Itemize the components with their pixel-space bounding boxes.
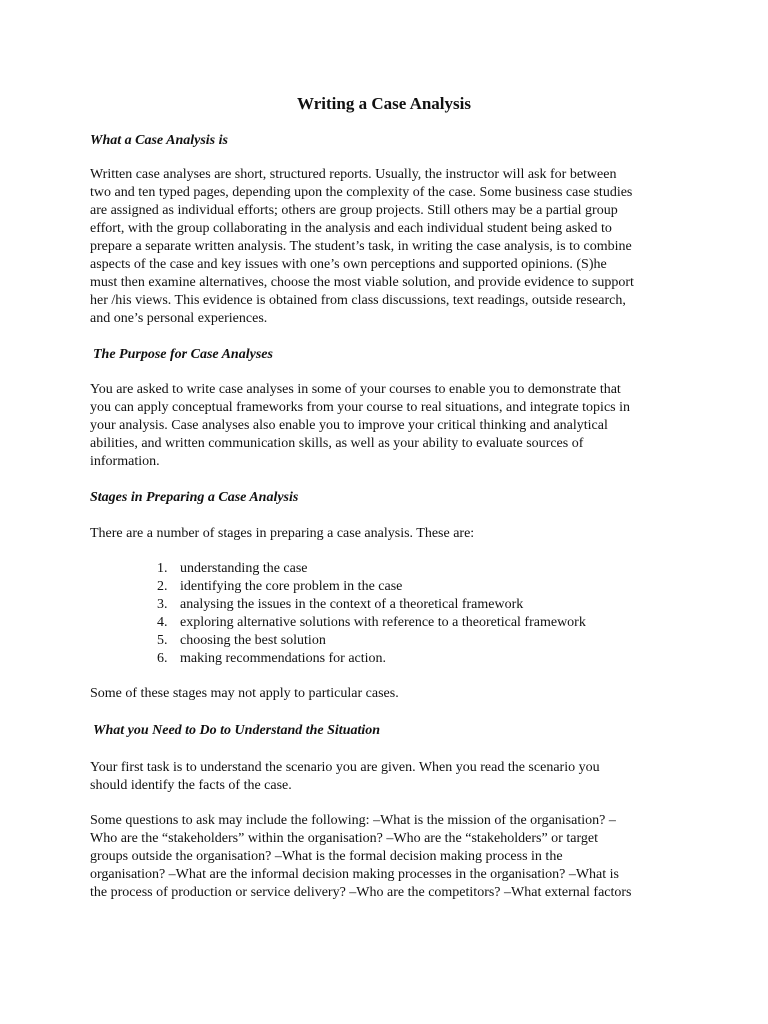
paragraph-line: effort, with the group collaborating in the analysis and each individual student being asked to [90,221,612,236]
paragraph-line: aspects of the case and key issues with one’s own perceptions and supported opinions. (S)he [90,257,607,272]
list-item-text: identifying the core problem in the case [180,579,403,594]
paragraph-line: Some questions to ask may include the following: –What is the mission of the organisation? – [90,813,616,828]
paragraph-line: groups outside the organisation? –What is the formal decision making process in the [90,849,563,864]
paragraph-purpose [90,381,680,471]
list-item [157,578,586,596]
stages-list [157,560,586,668]
paragraph-line: you can apply conceptual frameworks from your course to real situations, and integrate topics in [90,400,630,415]
list-item-text: making recommendations for action. [180,651,387,666]
heading-understand: What you Need to Do to Understand the Situation [93,723,381,738]
paragraph-line: abilities, and written communication skills, as well as your ability to evaluate sources of [90,436,584,451]
list-item-number: 1. [157,561,168,576]
list-item-number: 3. [157,597,168,612]
list-item [157,650,586,668]
stages-outro: Some of these stages may not apply to particular cases. [90,686,399,701]
list-item-text: analysing the issues in the context of a theoretical framework [180,597,524,612]
list-item-text: understanding the case [180,561,308,576]
list-item [157,632,586,650]
list-item-text: choosing the best solution [180,633,326,648]
heading-stages: Stages in Preparing a Case Analysis [90,490,299,505]
list-item-number: 2. [157,579,168,594]
list-item [157,596,586,614]
heading-purpose: The Purpose for Case Analyses [93,347,273,362]
paragraph-line: should identify the facts of the case. [90,778,292,793]
paragraph-line: Written case analyses are short, structured reports. Usually, the instructor will ask for between [90,167,617,182]
list-item-number: 5. [157,633,168,648]
paragraph-line: are assigned as individual efforts; others are group projects. Still others may be a partial group [90,203,618,218]
paragraph-understand-1 [90,759,680,795]
paragraph-line: her /his views. This evidence is obtained from class discussions, text readings, outside research, [90,293,626,308]
paragraph-line: Who are the “stakeholders” within the organisation? –Who are the “stakeholders” or target [90,831,598,846]
list-item-number: 6. [157,651,168,666]
list-item [157,560,586,578]
paragraph-line: You are asked to write case analyses in some of your courses to enable you to demonstrate that [90,382,621,397]
list-item [157,614,586,632]
stages-intro: There are a number of stages in preparing a case analysis. These are: [90,526,475,541]
paragraph-line: two and ten typed pages, depending upon the complexity of the case. Some business case studies [90,185,633,200]
heading-what-is: What a Case Analysis is [90,133,228,148]
paragraph-line: and one’s personal experiences. [90,311,268,326]
list-item-number: 4. [157,615,168,630]
paragraph-line: organisation? –What are the informal decision making processes in the organisation? –What is [90,867,619,882]
paragraph-line: your analysis. Case analyses also enable you to improve your critical thinking and analytical [90,418,608,433]
paragraph-line: the process of production or service delivery? –Who are the competitors? –What external factors [90,885,632,900]
paragraph-line: must then examine alternatives, choose the most viable solution, and provide evidence to support [90,275,634,290]
page-title: Writing a Case Analysis [297,94,471,113]
paragraph-understand-2 [90,812,680,902]
list-item-text: exploring alternative solutions with reference to a theoretical framework [180,615,586,630]
paragraph-line: information. [90,454,160,469]
paragraph-line: Your first task is to understand the scenario you are given. When you read the scenario you [90,760,600,775]
paragraph-line: prepare a separate written analysis. The student’s task, in writing the case analysis, is to combine [90,239,632,254]
paragraph-what-is [90,166,680,328]
